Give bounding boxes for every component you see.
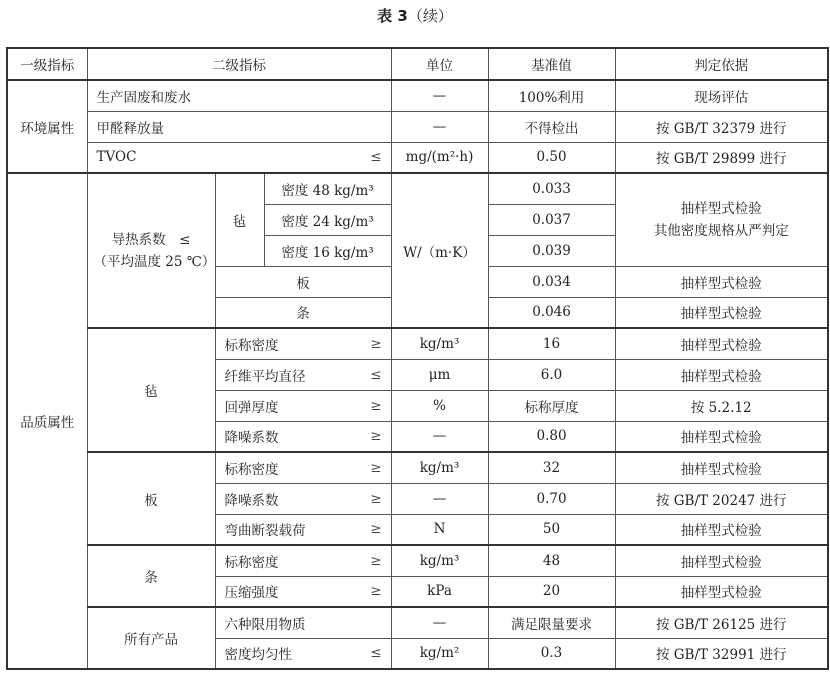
value-cell: 0.80 (488, 421, 615, 452)
basis-cell: 按 GB/T 26125 进行 (615, 607, 828, 638)
unit-cell: % (391, 390, 488, 421)
item-cell: 六种限用物质 (215, 607, 391, 638)
thermal-unit: W/（m·K） (391, 173, 488, 328)
item-cell: 回弹厚度 ≥ (215, 390, 391, 421)
value-cell: 不得检出 (488, 111, 615, 142)
basis-cell: 抽样型式检验 (615, 545, 828, 576)
thermal-label: 导热系数 ≤ （平均温度 25 ℃） (87, 173, 215, 328)
basis-cell: 按 GB/T 32379 进行 (615, 111, 828, 142)
value-cell: 0.034 (488, 266, 615, 297)
unit-cell: N (391, 514, 488, 545)
thermal-felt-label: 毡 (215, 173, 264, 266)
item-cell: 甲醛释放量 (87, 111, 391, 142)
item-cell: 标称密度 ≥ (215, 545, 391, 576)
unit-cell: mg/(m²·h) (391, 142, 488, 173)
group-quality: 品质属性 (7, 173, 87, 669)
unit-cell: kg/m³ (391, 328, 488, 359)
value-cell: 16 (488, 328, 615, 359)
less-equal-icon: ≤ (370, 149, 382, 166)
value-cell: 0.046 (488, 297, 615, 328)
basis-cell: 抽样型式检验 (615, 297, 828, 328)
table-caption (0, 5, 830, 26)
board-label: 板 (87, 452, 215, 545)
group-env: 环境属性 (7, 80, 87, 173)
basis-cell: 按 GB/T 20247 进行 (615, 483, 828, 514)
value-cell: 0.039 (488, 235, 615, 266)
item-cell: 密度均匀性 ≤ (215, 638, 391, 669)
table-row (7, 545, 828, 576)
thermal-felt-basis: 抽样型式检验 其他密度规格从严判定 (615, 173, 828, 266)
header-level2: 二级指标 (87, 48, 391, 80)
unit-cell: kg/m³ (391, 452, 488, 483)
value-cell: 0.3 (488, 638, 615, 669)
unit-cell: — (391, 421, 488, 452)
value-cell: 50 (488, 514, 615, 545)
unit-cell: — (391, 483, 488, 514)
value-cell: 0.50 (488, 142, 615, 173)
basis-cell: 按 GB/T 29899 进行 (615, 142, 828, 173)
item-cell: 标称密度 ≥ (215, 452, 391, 483)
item-cell: 标称密度 ≥ (215, 328, 391, 359)
basis-cell: 按 5.2.12 (615, 390, 828, 421)
item-cell: 生产固废和废水 (87, 80, 391, 111)
table-row (7, 80, 828, 111)
value-cell: 标称厚度 (488, 390, 615, 421)
item-cell: 降噪系数 ≥ (215, 421, 391, 452)
header-unit: 单位 (391, 48, 488, 80)
item-cell: 弯曲断裂载荷 ≥ (215, 514, 391, 545)
thermal-strip-label: 条 (215, 297, 391, 328)
value-cell: 0.033 (488, 173, 615, 204)
header-basis: 判定依据 (615, 48, 828, 80)
value-cell: 48 (488, 545, 615, 576)
value-cell: 0.037 (488, 204, 615, 235)
header-value: 基准值 (488, 48, 615, 80)
strip-label: 条 (87, 545, 215, 607)
basis-cell: 抽样型式检验 (615, 266, 828, 297)
spec-cell: 密度 48 kg/m³ (264, 173, 391, 204)
value-cell: 6.0 (488, 359, 615, 390)
table-number: 表 3 (377, 7, 408, 25)
value-cell: 满足限量要求 (488, 607, 615, 638)
basis-cell: 抽样型式检验 (615, 514, 828, 545)
table-row (7, 111, 828, 142)
value-cell: 100%利用 (488, 80, 615, 111)
table-continued: （续） (407, 7, 453, 25)
basis-cell: 现场评估 (615, 80, 828, 111)
all-products-label: 所有产品 (87, 607, 215, 669)
unit-cell: — (391, 111, 488, 142)
spec-cell: 密度 16 kg/m³ (264, 235, 391, 266)
spec-cell: 密度 24 kg/m³ (264, 204, 391, 235)
item-cell: TVOC ≤ (87, 142, 391, 173)
value-cell: 0.70 (488, 483, 615, 514)
basis-cell: 抽样型式检验 (615, 452, 828, 483)
thermal-board-label: 板 (215, 266, 391, 297)
basis-cell: 按 GB/T 32991 进行 (615, 638, 828, 669)
indicator-table (6, 47, 829, 670)
unit-cell: kg/m³ (391, 545, 488, 576)
unit-cell: — (391, 80, 488, 111)
basis-cell: 抽样型式检验 (615, 421, 828, 452)
item-cell: 压缩强度 ≥ (215, 576, 391, 607)
value-cell: 32 (488, 452, 615, 483)
basis-cell: 抽样型式检验 (615, 328, 828, 359)
table-row (7, 452, 828, 483)
item-cell: 纤维平均直径 ≤ (215, 359, 391, 390)
header-row (7, 48, 828, 80)
item-cell: 降噪系数 ≥ (215, 483, 391, 514)
unit-cell: kPa (391, 576, 488, 607)
unit-cell: μm (391, 359, 488, 390)
table-row (7, 173, 828, 204)
basis-cell: 抽样型式检验 (615, 576, 828, 607)
header-level1: 一级指标 (7, 48, 87, 80)
basis-cell: 抽样型式检验 (615, 359, 828, 390)
value-cell: 20 (488, 576, 615, 607)
table-row (7, 142, 828, 173)
unit-cell: — (391, 607, 488, 638)
felt-label: 毡 (87, 328, 215, 452)
table-row (7, 328, 828, 359)
table-row (7, 607, 828, 638)
unit-cell: kg/m² (391, 638, 488, 669)
